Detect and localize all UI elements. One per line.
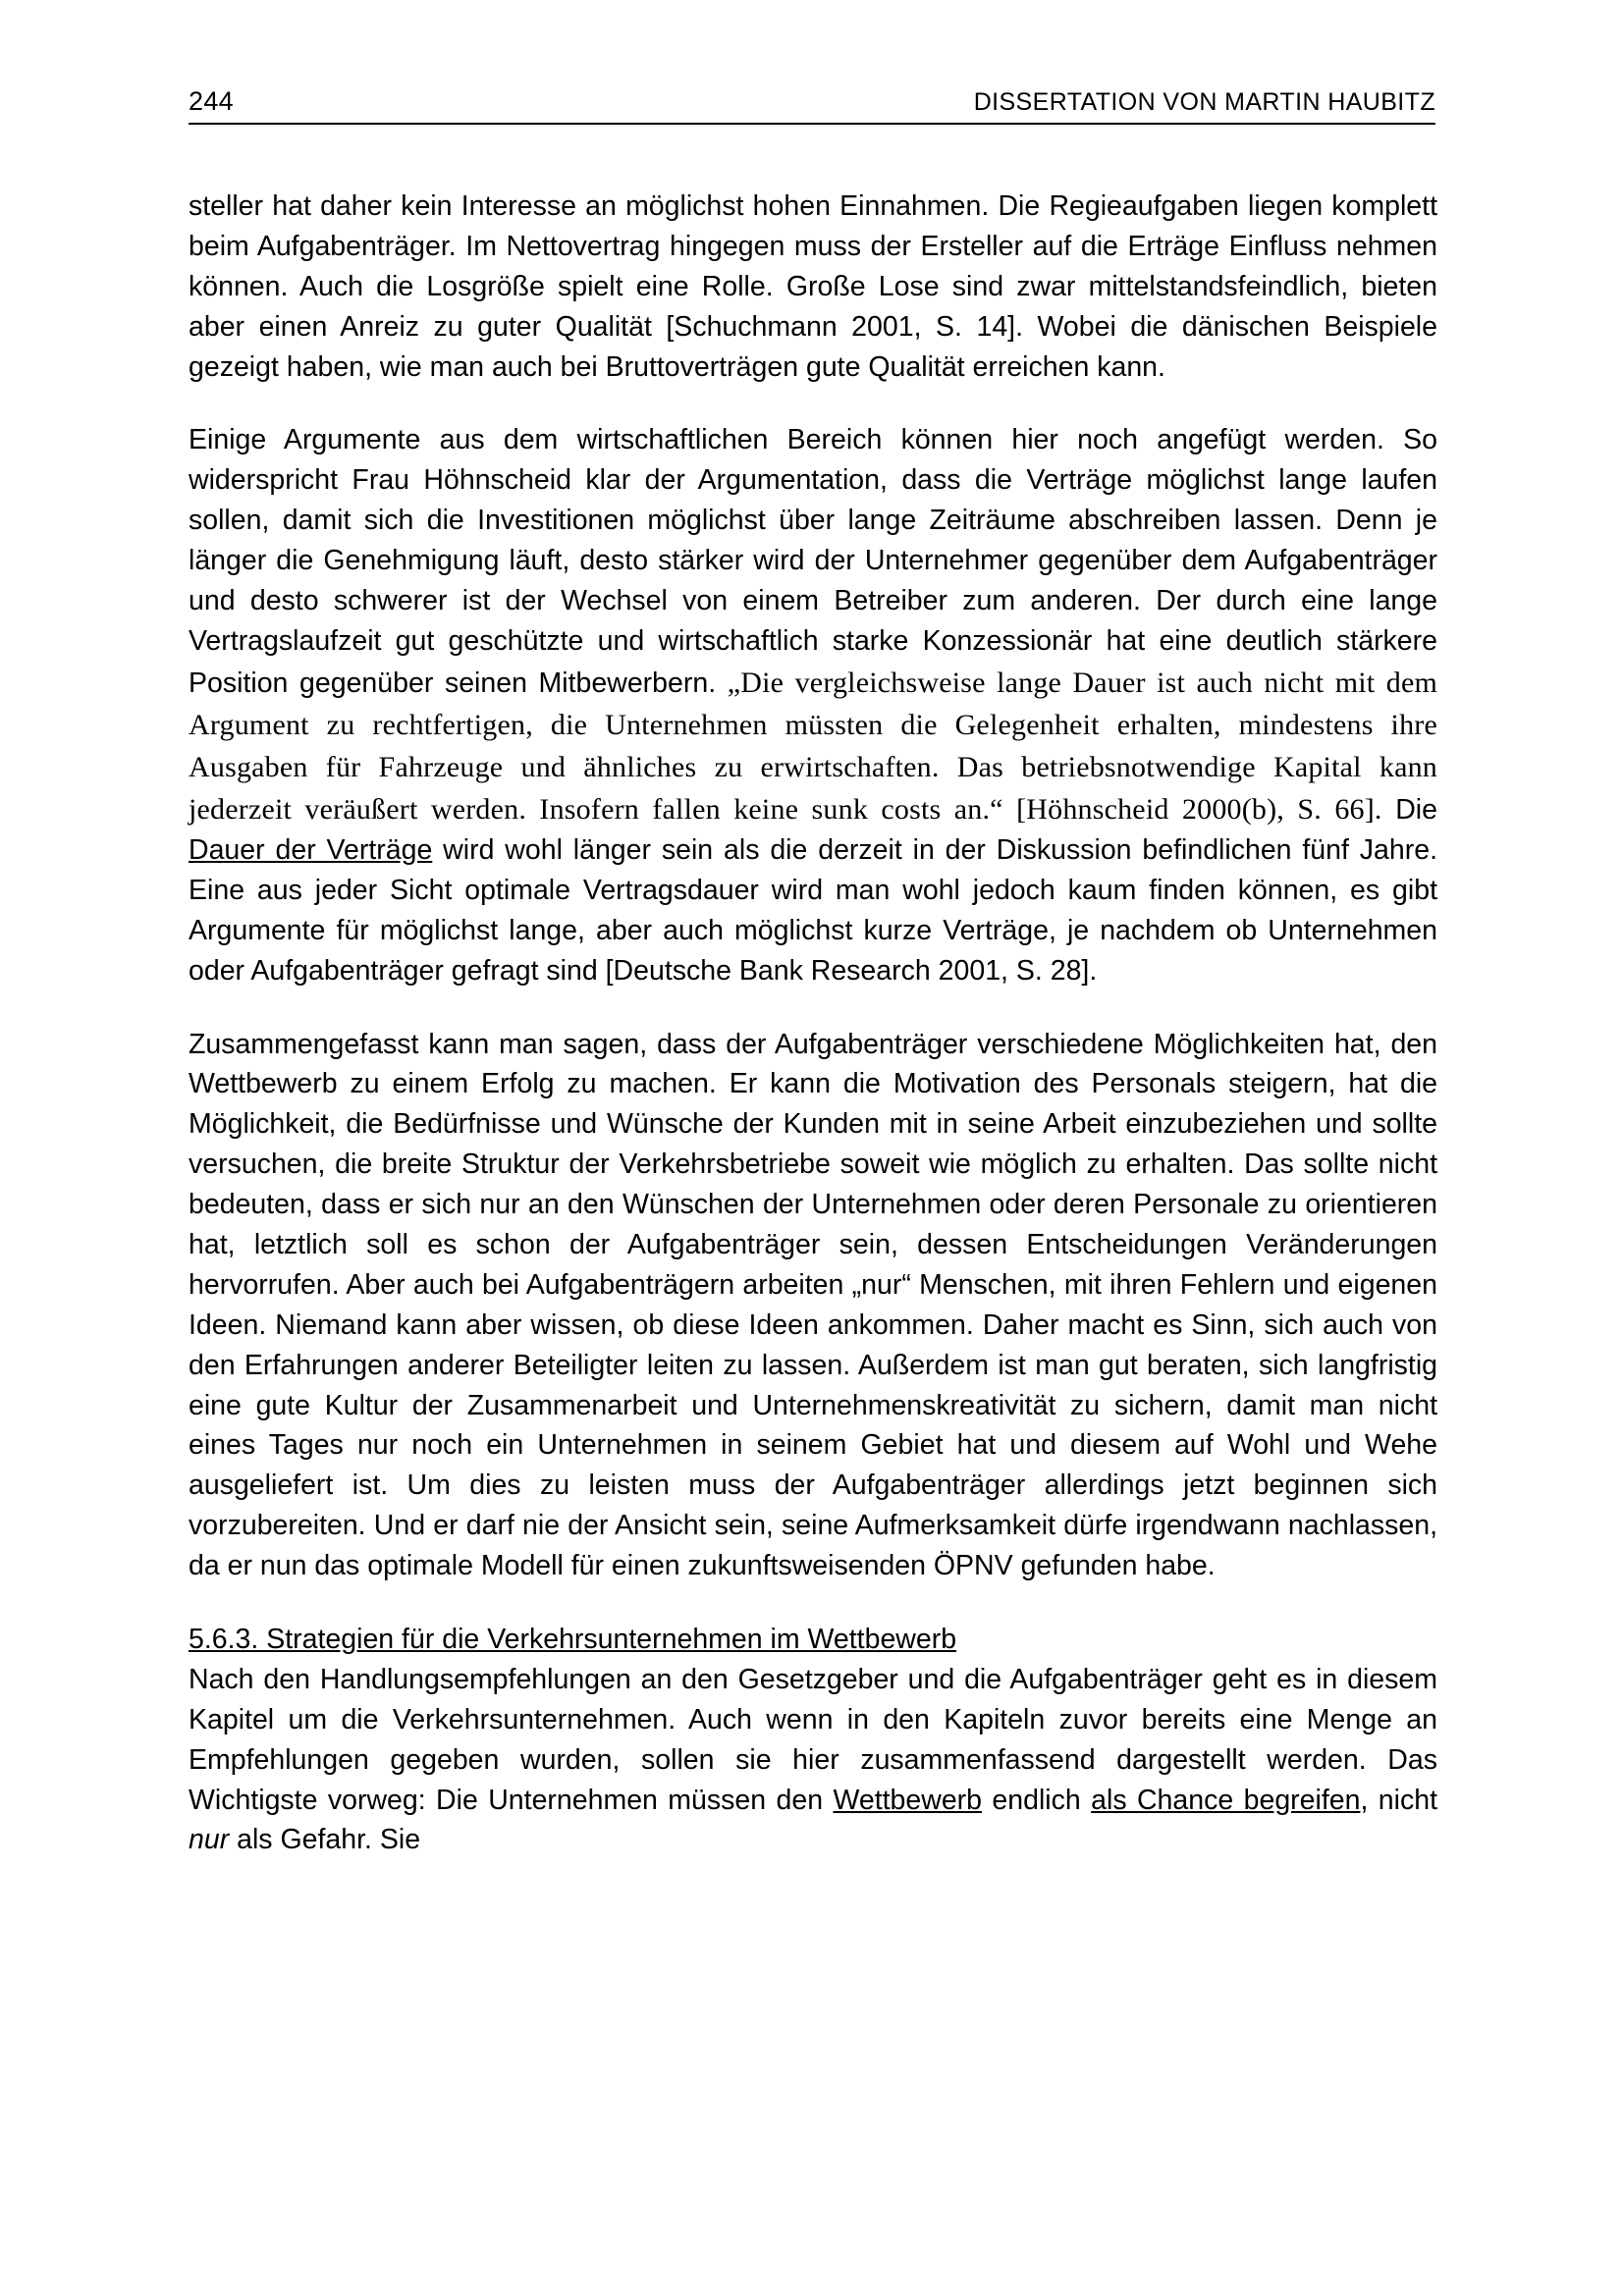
underlined-term-vertragsdauer: Dauer der Verträge: [189, 833, 433, 866]
paragraph-3: Zusammengefasst kann man sagen, dass der Aufgabenträger verschiedene Möglichkeiten hat, den Wettbewerb zu einem Erfolg zu machen. Er kann die Motivation des Personals steigern, hat die Möglichkeit, die Bedürfnisse und Wünsche der Kunden mit in seine Arbeit einzubeziehen und sollte versuchen, die breite Struktur der Verkehrsbetriebe soweit wie möglich zu erhalten. Das sollte nicht bedeuten, dass er sich nur an den Wünschen der Unternehmen oder deren Personale zu orientieren hat, letztlich soll es schon der Aufgabenträger sein, dessen Entscheidungen Veränderungen hervorrufen. Aber auch bei Aufgabenträgern arbeiten „nur“ Menschen, mit ihren Fehlern und eigenen Ideen. Niemand kann aber wissen, ob diese Ideen ankommen. Daher macht es Sinn, sich auch von den Erfahrungen anderer Beteiligter leiten zu lassen. Außerdem ist man gut beraten, sich langfristig eine gute Kultur der Zusammenarbeit und Unternehmenskreativität zu sichern, damit man nicht eines Tages nur noch ein Unternehmen in seinem Gebiet hat und diesem auf Wohl und Wehe ausgeliefert ist. Um dies zu leisten muss der Aufgabenträger allerdings jetzt beginnen sich vorzubereiten. Und er darf nie der Ansicht sein, seine Aufmerksamkeit dürfe irgendwann nachlassen, da er nun das optimale Modell für einen zukunftsweisenden ÖPNV gefunden habe.: [189, 1028, 1437, 1582]
section-paragraph-part-2: endlich: [982, 1784, 1092, 1816]
paragraph-2-after-quote-b: wird wohl länger sein als die derzeit in der Diskussion befindlichen fünf Jahre. Eine aus jeder Sicht optimale Vertragsdauer wird man wohl jedoch kaum finden können, es gibt Argumente für möglichst lange, aber auch möglichst kurze Verträge, je nachdem ob Unternehmen oder Aufgabenträger gefragt sind [Deutsche Bank Research 2001, S. 28].: [189, 833, 1437, 987]
section-paragraph-part-1: Nach den Handlungsempfehlungen an den Gesetzgeber und die Aufgabenträger geht es in diesem Kapitel um die Verkehrsunternehmen. Auch wenn in den Kapiteln zuvor bereits eine Menge an Empfehlungen gegeben wurden, sollen sie hier zusammenfassend dargestellt werden. Das Wichtigste vorweg: Die Unternehmen müssen den: [189, 1663, 1437, 1816]
paragraph-2: [189, 420, 1437, 990]
underlined-term-als-chance-begreifen: als Chance begreifen: [1091, 1784, 1361, 1816]
page-body: [189, 187, 1437, 1894]
running-head-title: DISSERTATION VON MARTIN HAUBITZ: [973, 88, 1435, 116]
section-paragraph-part-3: , nicht: [1360, 1784, 1437, 1816]
paragraph-2-intro: Einige Argumente aus dem wirtschaftlichen Bereich können hier noch angefügt werden. So widerspricht Frau Höhnscheid klar der Argumentation, dass die Verträge möglichst lange laufen sollen, damit sich die Investitionen möglichst über lange Zeiträume abschreiben lassen. Denn je länger die Genehmigung läuft, desto stärker wird der Unternehmer gegenüber dem Aufgabenträger und desto schwerer ist der Wechsel von einem Betreiber zum anderen. Der durch eine lange Vertragslaufzeit gut geschützte und wirtschaftlich starke Konzessionär hat eine deutlich stärkere Position gegenüber seinen Mitbewerbern.: [189, 424, 1437, 699]
page-header: [189, 86, 1435, 125]
paragraph-1: steller hat daher kein Interesse an möglichst hohen Einnahmen. Die Regieaufgaben liegen komplett beim Aufgabenträger. Im Nettovertrag hingegen muss der Ersteller auf die Erträge Einfluss nehmen können. Auch die Losgröße spielt eine Rolle. Große Lose sind zwar mittelstandsfeindlich, bieten aber einen Anreiz zu guter Qualität [Schuchmann 2001, S. 14]. Wobei die dänischen Beispiele gezeigt haben, wie man auch bei Bruttoverträgen gute Qualität erreichen kann.: [189, 190, 1437, 383]
page-number: 244: [189, 86, 234, 116]
section-paragraph-part-4: als Gefahr. Sie: [229, 1824, 421, 1856]
paragraph-2-after-quote-a: Die: [1381, 793, 1437, 826]
italic-term-nur: nur: [189, 1824, 230, 1856]
section-heading-563: 5.6.3. Strategien für die Verkehrsunternehmen im Wettbewerb: [189, 1624, 957, 1656]
paragraph-2-quotation: „Die vergleichsweise lange Dauer ist auch nicht mit dem Argument zu rechtfertigen, die Unternehmen müssten die Gelegenheit erhalten, mindestens ihre Ausgaben für Fahrzeuge und ähnliches zu erwirtschaften. Das betriebsnotwendige Kapital kann jederzeit veräußert werden. Insofern fallen keine sunk costs an.“ [Höhnscheid 2000(b), S. 66].: [189, 666, 1437, 826]
underlined-term-wettbewerb: Wettbewerb: [833, 1784, 983, 1816]
section-paragraph: [189, 1660, 1437, 1860]
